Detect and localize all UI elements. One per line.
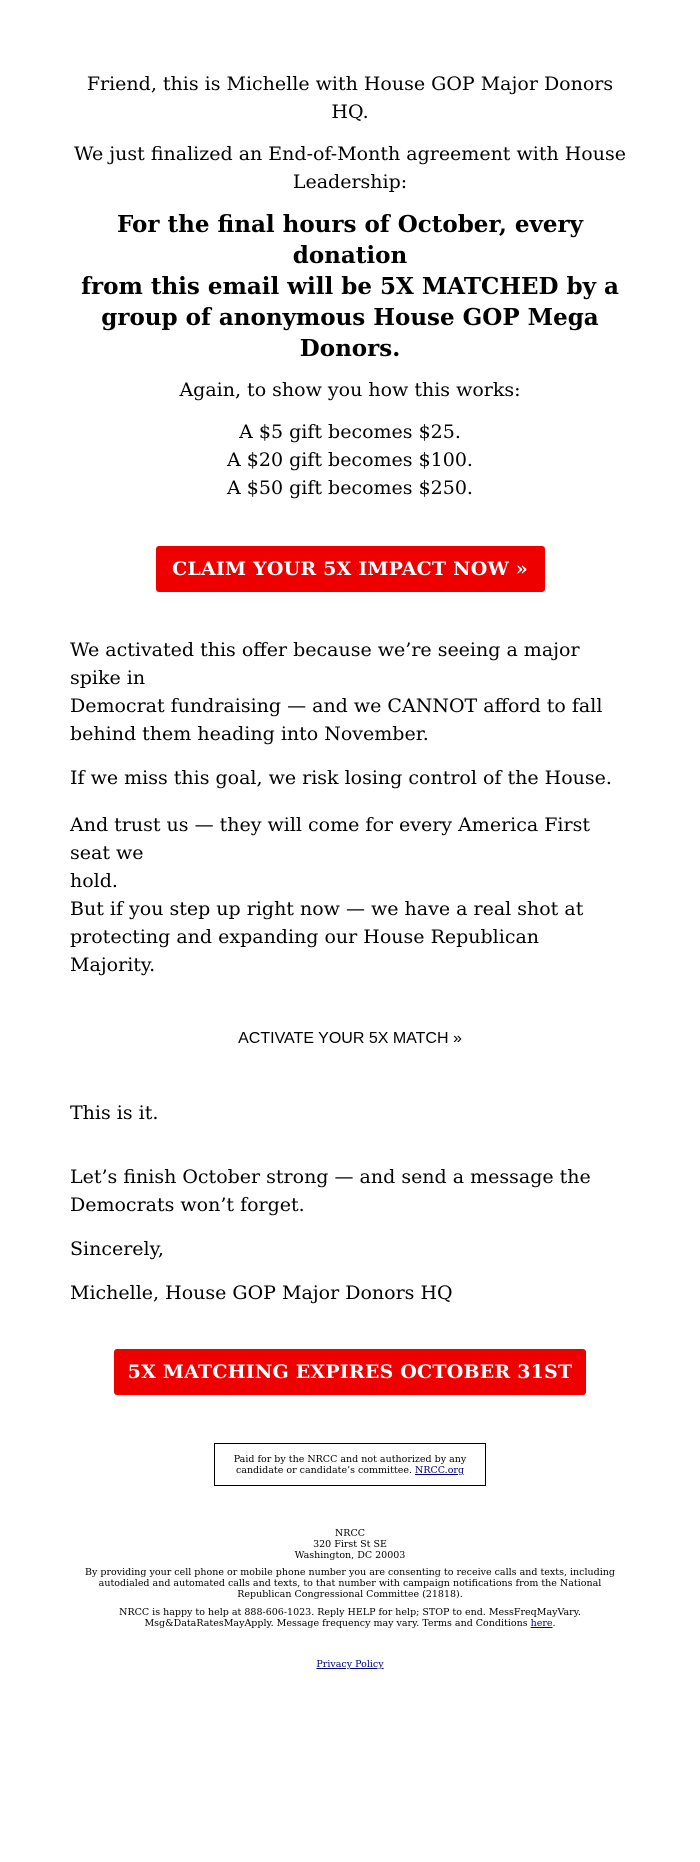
help-line-2: Msg&DataRatesMayApply. Message frequency may vary. Terms and Conditions bbox=[144, 1618, 528, 1629]
text-cta-row bbox=[70, 1027, 630, 1050]
claim-impact-button[interactable]: CLAIM YOUR 5X IMPACT NOW » bbox=[156, 546, 545, 592]
help-line-1: NRCC is happy to help at 888-606-1023. Reply HELP for help; STOP to end. MessFreqMayVary. bbox=[119, 1607, 581, 1618]
nrcc-link[interactable]: NRCC.org bbox=[415, 1464, 465, 1476]
finish-line-2: Democrats won’t forget. bbox=[70, 1194, 305, 1216]
headline-line-2: from this email will be 5X MATCHED by a bbox=[81, 273, 619, 300]
body-para1-line-2: Democrat fundraising — and we CANNOT afford to fall bbox=[70, 695, 603, 717]
privacy-policy-link[interactable]: Privacy Policy bbox=[316, 1659, 384, 1670]
body-paragraph-1 bbox=[70, 636, 630, 748]
consent-line-3: Republican Congressional Committee (21818). bbox=[237, 1589, 463, 1600]
body-para3-line-2: hold. bbox=[70, 870, 118, 892]
headline-line-3: group of anonymous House GOP Mega bbox=[101, 304, 599, 331]
example-item: A $20 gift becomes $100. bbox=[227, 449, 473, 471]
this-is-it: This is it. bbox=[70, 1102, 159, 1124]
footer-privacy bbox=[70, 1659, 630, 1670]
agreement-line-1: We just finalized an End-of-Month agreement with House bbox=[74, 143, 626, 165]
body-para3-line-4: protecting and expanding our House Republican Majority. bbox=[70, 926, 540, 976]
body-para3-line-1: And trust us — they will come for every America First seat we bbox=[70, 814, 590, 864]
footer-address bbox=[70, 1528, 630, 1561]
help-period: . bbox=[552, 1618, 556, 1629]
consent-line-2: autodialed and automated calls and texts, to that number with campaign notifications from the National bbox=[98, 1578, 602, 1589]
body-para3-line-3: But if you step up right now — we have a real shot at bbox=[70, 898, 584, 920]
examples-list bbox=[70, 418, 630, 502]
disclaimer-line-2: candidate or candidate’s committee. bbox=[235, 1464, 412, 1476]
consent-line-1: By providing your cell phone or mobile phone number you are consenting to receive calls and texts, including bbox=[85, 1567, 615, 1578]
agreement-line-2: Leadership: bbox=[292, 171, 408, 193]
agreement-text bbox=[70, 140, 630, 196]
headline-line-1: For the final hours of October, every donation bbox=[116, 211, 583, 269]
greeting: Friend, this is Michelle with House GOP Major Donors HQ. bbox=[86, 73, 614, 123]
example-item: A $50 gift becomes $250. bbox=[227, 477, 473, 499]
expires-cta-row bbox=[70, 1349, 630, 1395]
primary-cta-row bbox=[70, 546, 630, 592]
footer-help bbox=[70, 1607, 630, 1629]
explain-intro: Again, to show you how this works: bbox=[179, 379, 521, 401]
example-item: A $5 gift becomes $25. bbox=[239, 421, 461, 443]
footer-street: 320 First St SE bbox=[313, 1539, 387, 1550]
body-para1-line-3: behind them heading into November. bbox=[70, 723, 429, 745]
headline bbox=[70, 209, 630, 364]
footer-org: NRCC bbox=[334, 1528, 365, 1539]
body-paragraph-2: If we miss this goal, we risk losing control of the House. bbox=[70, 767, 612, 789]
footer-city: Washington, DC 20003 bbox=[294, 1550, 406, 1561]
headline-line-4: Donors. bbox=[299, 335, 401, 362]
footer-consent bbox=[70, 1567, 630, 1600]
finish-line-1: Let’s finish October strong — and send a message the bbox=[70, 1166, 591, 1188]
body-para1-line-1: We activated this offer because we’re seeing a major spike in bbox=[70, 639, 580, 689]
finish-paragraph bbox=[70, 1163, 630, 1219]
disclaimer-line-1: Paid for by the NRCC and not authorized by any bbox=[233, 1453, 467, 1465]
paid-for-disclaimer bbox=[214, 1443, 486, 1486]
activate-match-link[interactable]: ACTIVATE YOUR 5X MATCH » bbox=[238, 1030, 462, 1047]
sincerely: Sincerely, bbox=[70, 1238, 164, 1260]
body-paragraph-3 bbox=[70, 811, 630, 979]
signature: Michelle, House GOP Major Donors HQ bbox=[70, 1282, 453, 1304]
email-body bbox=[70, 0, 630, 1670]
expires-button[interactable]: 5X MATCHING EXPIRES OCTOBER 31ST bbox=[114, 1349, 586, 1395]
terms-here-link[interactable]: here bbox=[530, 1618, 553, 1629]
